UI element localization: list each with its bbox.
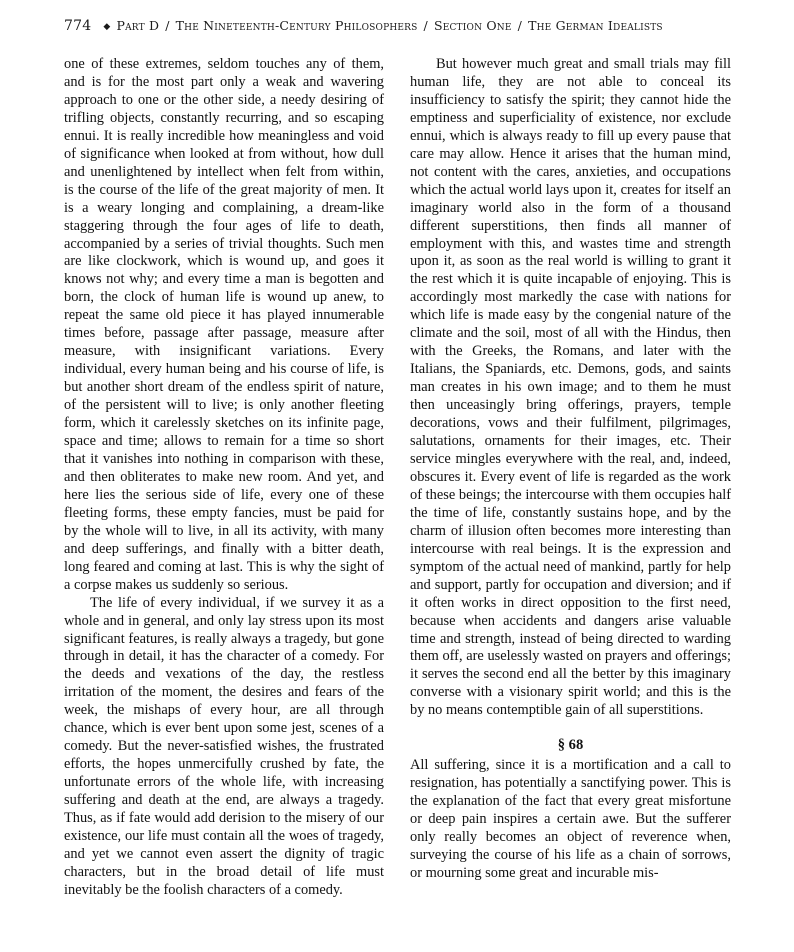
head-separator: / — [165, 18, 170, 33]
page-number: 774 — [64, 18, 92, 34]
body-paragraph: one of these extremes, seldom touches any of them, and is for the most part only a weak and wavering approach to one or the other side, a needy desiring of trifling objects, constantly recurring, and so escaping ennui. It is really incredible how meaningless and void of significance when looked at from without, how dull and unenlightened by intellect when felt from within, is the course of the life of the great majority of men. It is a weary longing and complaining, a dream-like staggering through the four ages of life to death, accompanied by a series of trivial thoughts. Such men are like clockwork, which is wound up, and goes it knows not why; and every time a man is begotten and born, the clock of human life is wound up anew, to repeat the same old piece it has played innumerable times before, passage after passage, measure after measure, with insignificant variations. Every individual, every human being and his course of life, is but another short dream of the endless spirit of nature, of the persistent will to live; is only another fleeting form, which it carelessly sketches on its infinite page, space and time; allows to remain for a time so short that it vanishes into nothing in comparison with these, and then obliterates to make new room. And yet, and here lies the serious side of life, every one of these fleeting forms, these empty fancies, must be paid for by the whole will to live, in all its activity, with many and deep sufferings, and finally with a bitter death, long feared and coming at last. This is why the sight of a corpse makes us suddenly so serious. — [64, 56, 384, 593]
body-paragraph: But however much great and small trials may fill human life, they are not able to conceal its insufficiency to satisfy the spirit; they cannot hide the emptiness and superficiality of existence, nor exclude ennui, which is always ready to fill up every pause that care may allow. Hence it arises that the human mind, not content with the cares, anxieties, and occupations which the actual world lays upon it, creates for itself an imaginary world also in the form of a thousand different superstitions, then finds all manner of employment with this, and wastes time and strength upon it, as soon as the real world is willing to grant it the rest which it is quite incapable of enjoying. This is accordingly most markedly the case with nations for which life is made easy by the congenial nature of the climate and the soil, most of all with the Hindus, then with the Greeks, the Romans, and later with the Italians, the Spaniards, etc. Demons, gods, and saints man creates in his own image; and to them he must then unceasingly bring offerings, prayers, temple decorations, vows and their fulfilment, pilgrimages, salutations, ornaments for their images, etc. Their service mingles everywhere with the real, and, indeed, obscures it. Every event of life is regarded as the work of these beings; the intercourse with them occupies half the time of life, constantly sustains hope, and by the charm of illusion often becomes more interesting than intercourse with real beings. It is the expression and symptom of the actual need of mankind, partly for help and support, partly for occupation and diversion; and if it often works in direct opposition to the first need, because when accidents and dangers arise valuable time and strength, instead of being directed to warding them off, are uselessly wasted on prayers and offerings; it serves the second end all the better by this imaginary converse with a visionary spirit world; and this is the by no means contemptible gain of all superstitions. — [410, 56, 731, 719]
section-label: Section One — [433, 18, 512, 33]
head-separator: / — [423, 18, 428, 33]
diamond-ornament-icon: ◆ — [103, 22, 111, 32]
part-label: Part D — [116, 18, 160, 33]
head-separator: / — [517, 18, 523, 33]
subsection-label: The German Idealists — [528, 18, 663, 33]
book-title: The Nineteenth-Century Philosophers — [175, 18, 418, 33]
left-column — [64, 56, 384, 900]
section-heading: § 68 — [557, 737, 584, 754]
body-paragraph: The life of every individual, if we survey it as a whole and in general, and only lay stress upon its most significant features, is really always a tragedy, but gone through in detail, it has the character of a comedy. For the deeds and vexations of the day, the restless irritation of the moment, the desires and fears of the week, the mishaps of every hour, are all through chance, which is ever bent upon some jest, scenes of a comedy. But the never-satisfied wishes, the frustrated efforts, the hopes unmercifully crushed by fate, the unfortunate errors of the whole life, with increasing suffering and death at the end, are always a tragedy. Thus, as if fate would add derision to the misery of our existence, our life must contain all the woes of tragedy, and yet we cannot even assert the dignity of tragic characters, but in the broad detail of life must inevitably be the foolish characters of a comedy. — [64, 594, 384, 898]
right-column — [410, 56, 731, 883]
running-head — [64, 18, 754, 34]
body-paragraph: All suffering, since it is a mortification and a call to resignation, has potentially a sanctifying power. This is the explanation of the fact that every great misfortune or deep pain inspires a certain awe. But the sufferer only really becomes an object of reverence when, surveying the course of his life as a chain of sorrows, or mourning some great and incurable mis- — [410, 757, 731, 881]
